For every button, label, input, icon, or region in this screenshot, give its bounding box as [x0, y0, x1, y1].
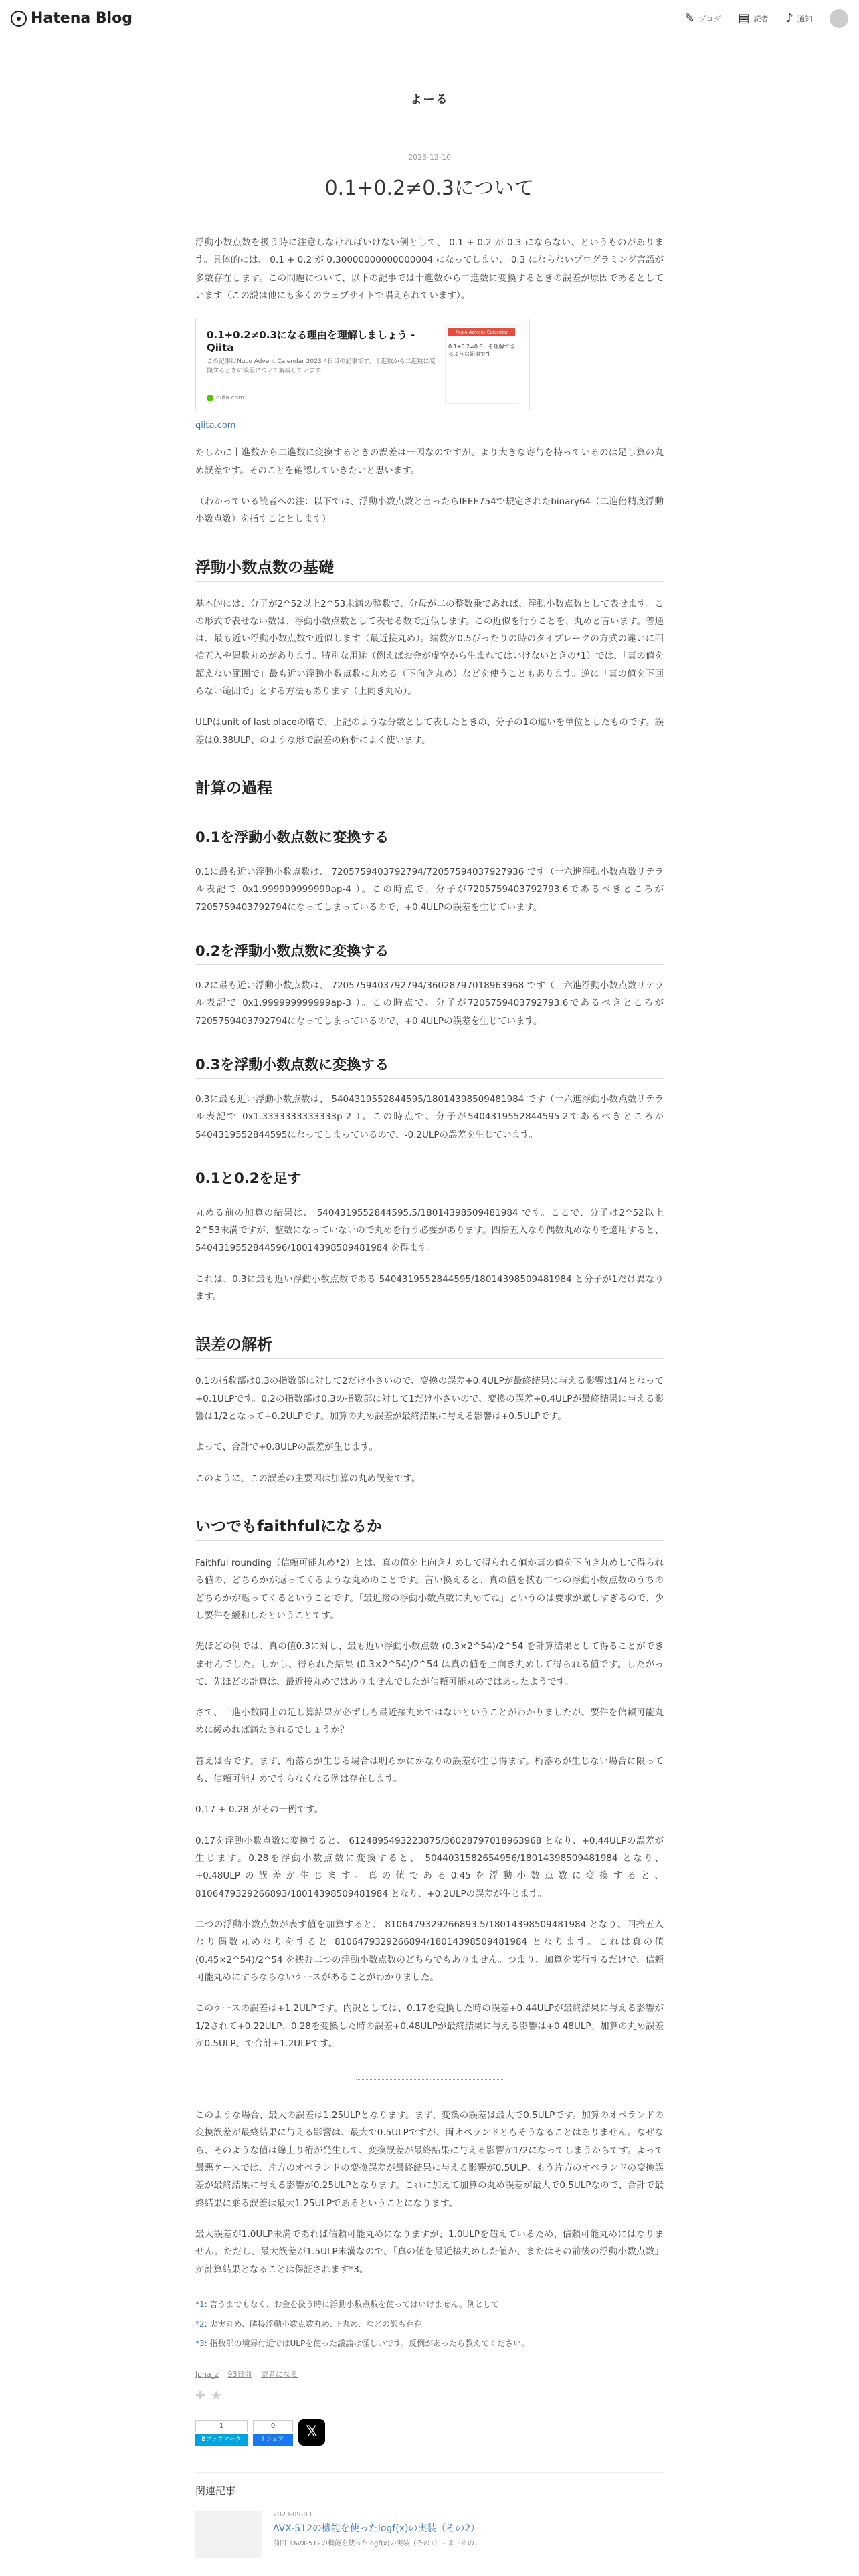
paragraph: このように、この誤差の主要因は加算の丸め誤差です。 [195, 1473, 421, 1484]
paragraph: 答えは否です。まず、桁落ちが生じる場合は明らかにかなりの誤差が生じ得ます。桁落ちが生じない場合に限っても、信頼可能丸めですらなくなる例は存在します。 [195, 1755, 664, 1785]
nav-notify[interactable] [786, 11, 813, 25]
top-bar [0, 0, 859, 37]
related-title: 関連記事 [195, 2484, 236, 2497]
paragraph: よって、合計で+0.8ULPの誤差が生じます。 [195, 1442, 378, 1453]
related-date: 2023-09-03 [273, 2510, 312, 2518]
footnote-text: 忠実丸め、隣接浮動小数点数丸め、F丸め、などの訳も存在 [209, 2319, 422, 2329]
bookmark-label: Bブックマーク [195, 2434, 248, 2446]
paragraph: 0.17を浮動小数点数に変換すると、 6124895493223875/36028797018963968 となり、+0.44ULPの誤差が生じます。0.28を浮動小数点数に変換すると、 5044031582654956/18014398509481984 となり、+0.48ULPの誤差が生じます。真の値である0.45を浮動小数点数に変換すると、 8106479329266893/18014398509481984 となり、+0.2ULPの誤差が生じます。 [195, 1835, 664, 1899]
header-nav [684, 9, 848, 28]
bookmark-count: 1 [195, 2420, 248, 2432]
paragraph: 先ほどの例では、真の値0.3に対し、最も近い浮動小数点数 (0.3×2^54)/2^54 を計算結果として得ることができませんでした。しかし、得られた結果 (0.3×2^54)/2^54 は真の値を上向き丸めして得られる値です。したがって、先ほどの計算は、最近接丸めではありませんでしたが信頼可能丸めではあったようです。 [195, 1641, 664, 1687]
paragraph: 0.1の指数部は0.3の指数部に対して2だけ小さいので、変換の誤差+0.4ULPが最終結果に与える影響は1/4となって+0.1ULPです。0.2の指数部は0.3の指数部に対して1だけ小さいので、変換の誤差+0.4ULPが最終結果に与える影響は1/2となって+0.2ULPです。加算の丸め誤差が最終結果に与える影響は+0.5ULPです。 [195, 1376, 664, 1422]
author-link[interactable]: lpha_z [195, 2369, 219, 2379]
paragraph: たしかに十進数から二進数に変換するときの誤差は一因なのですが、より大きな寄与を持っているのは足し算の丸め誤差です。そのことを確認していきたいと思います。 [195, 447, 664, 476]
share-buttons [195, 2419, 664, 2446]
embed-card-thumbnail [445, 325, 518, 404]
avatar[interactable] [830, 9, 848, 28]
paragraph: 0.17 + 0.28 がその一例です。 [195, 1804, 324, 1816]
bell-icon: ♪ [785, 11, 793, 25]
paragraph: 0.3に最も近い浮動小数点数は、 5404319552844595/18014398509481984 です（十六進浮動小数点数リテラル表記で 0x1.3333333333333p-2 ）。この時点で、分子が5404319552844595.2であるべきところが5404319552844595になってしまっているので、-0.2ULPの誤差を生じています。 [195, 1093, 664, 1140]
x-share-icon[interactable]: 𝕏 [298, 2419, 325, 2446]
section-heading: いつでもfaithfulになるか [195, 1514, 664, 1541]
hatena-bookmark-button[interactable] [195, 2420, 248, 2446]
nav-write[interactable] [684, 11, 721, 25]
footnote-ref[interactable]: *2 [195, 2319, 205, 2329]
section-heading: 計算の過程 [195, 776, 664, 802]
section-heading: 浮動小数点数の基礎 [195, 555, 664, 582]
paragraph: 0.2に最も近い浮動小数点数は、 7205759403792794/36028797018963968 です（十六進浮動小数点数リテラル表記で 0x1.999999999999ap-3 ）。この時点で、分子が7205759403792793.6であるべきところが7205759403792794になってしまっているので、+0.4ULPの誤差を生じています。 [195, 980, 664, 1027]
embed-card-main [207, 325, 437, 404]
entry-meta [195, 2369, 664, 2379]
paragraph: これは、0.3に最も近い浮動小数点数である 5404319552844595/18014398509481984 と分子が1だけ異なります。 [195, 1273, 664, 1303]
nav-reader-label: 読者 [753, 14, 769, 23]
footnote-ref[interactable]: *3 [195, 2338, 205, 2348]
facebook-count: 0 [253, 2420, 293, 2432]
related-desc: 前回（AVX-512の機能を使ったlogf(x)の実装（その1） - よーるの… [273, 2539, 481, 2547]
section-heading: 誤差の解析 [195, 1332, 664, 1359]
thumb-text: 0.1+0.2≠0.3、を理解できるような記事です [448, 344, 515, 358]
embed-card-site-label: qiita.com [216, 395, 244, 402]
nav-reader[interactable] [738, 11, 768, 25]
pencil-icon: ✎ [684, 11, 695, 25]
embed-card-desc: この記事はNuco Advent Calendar 2023 4日目の記事です。十進数から二進数に変換するときの誤差について解説しています… [207, 358, 436, 374]
paragraph: 基本的には、分子が2^52以上2^53未満の整数で、分母が二の整数乗であれば、浮動小数点数として表せます。この形式で表せない数は、浮動小数点数として表せる数で近似します。この近似を行うことを、丸めと言います。普通は、最も近い浮動小数点数で近似します（最近接丸め）。端数が0.5ぴったりの時のタイブレークの方式の違いに四捨五入や偶数丸めがあります。特別な用途（例えばお金が虚空から生まれてはいけないときの*1）では、「真の値を超えない範囲で」最も近い浮動小数点数に丸める（下向き丸め）などを使うこともあります。逆に「真の値を下回らない範囲で」とする方法もあります（上向き丸め）。 [195, 598, 664, 697]
card-source-link[interactable]: qiita.com [195, 421, 236, 431]
footnotes [195, 2298, 664, 2349]
logo-text: Hatena Blog [31, 10, 133, 27]
subscribe-link[interactable]: 読者になる [261, 2369, 298, 2379]
related-link[interactable]: AVX-512の機能を使ったlogf(x)の実装（その2） [273, 2523, 480, 2534]
book-icon: ▤ [738, 11, 750, 25]
related-entries [195, 2472, 664, 2558]
related-item[interactable] [195, 2511, 664, 2558]
paragraph: （わかっている読者への注：以下では、浮動小数点数と言ったらIEEE754で規定されたbinary64（二進倍精度浮動小数点数）を指すこととします） [195, 496, 664, 525]
facebook-label: f シェア [253, 2434, 293, 2446]
nav-notify-label: 通知 [797, 14, 812, 23]
permalink[interactable]: 93日前 [227, 2369, 252, 2379]
footnote-ref[interactable]: *1 [195, 2299, 205, 2309]
hatena-logo-icon [11, 11, 27, 27]
related-text [273, 2511, 481, 2558]
footnote-text: 指数部の境界付近ではULPを使った議論は怪しいです。反例があったら教えてください。 [209, 2338, 530, 2348]
footnote: *2: 忠実丸め、隣接浮動小数点数丸め、F丸め、などの訳も存在 [195, 2319, 422, 2329]
paragraph: このような場合、最大の誤差は1.25ULPとなります。まず、変換の誤差は最大で0.5ULPです。加算のオペランドの変換誤差が最終結果に与える影響は、最大で0.5ULPですが、両オペランドともそうなることはありません。なぜなら、そのような値は線上り桁が発生して、変換誤差が最終結果に与える影響が1/2になってしまうからです。よって最悪ケースでは、片方のオペランドの変換誤差が最終結果に与える影響が0.5ULP、もう片方のオペランドの変換誤差が最終結果に与える影響が0.25ULPとなります。これに加えて加算の丸め誤差が最大で0.5ULPなので、合計で最終結果に乗る誤差は最大1.25ULPであるということになります。 [195, 2110, 664, 2209]
qiita-icon [207, 395, 213, 401]
facebook-share-button[interactable] [253, 2420, 293, 2446]
paragraph: 浮動小数点数を扱う時に注意しなければいけない例として、 0.1 + 0.2 が 0.3 にならない、というものがあります。具体的には、 0.1 + 0.2 が 0.30000000000000004 になってしまい、 0.3 にならないプログラミング言語が多数存在します。この問題について、以下の記事では十進数から二進数に変換するときの誤差が原因であるとしています（この説は他にも多くのウェブサイトで唱えられています）。 [195, 237, 664, 301]
entry [195, 153, 664, 2558]
thumb-banner: Nuco Advent Calendar [448, 328, 515, 336]
blog-title[interactable]: よーる [410, 93, 449, 106]
footnote: *1: 言うまでもなく、お金を扱う時に浮動小数点数を使ってはいけません。例として [195, 2299, 499, 2309]
entry-title[interactable]: 0.1+0.2≠0.3について [324, 177, 535, 200]
paragraph: 0.1に最も近い浮動小数点数は、 7205759403792794/72057594037927936 です（十六進浮動小数点数リテラル表記で 0x1.999999999999ap-4 ）。この時点で、分子が7205759403792793.6であるべきところが7205759403792794になってしまっているので、+0.4ULPの誤差を生じています。 [195, 867, 664, 913]
subsection-heading: 0.1を浮動小数点数に変換する [195, 827, 664, 851]
paragraph: 最大誤差が1.0ULP未満であれば信頼可能丸めになりますが、1.0ULPを超えているため、信頼可能丸めにはなりません。ただし、最大誤差が1.5ULP未満なので、「真の値を最近接丸めした値か、またはその前後の浮動小数点数」が計算結果となることは保証されます*3。 [195, 2229, 664, 2275]
embed-card-title[interactable]: 0.1+0.2≠0.3になる理由を理解しましょう - Qiita [207, 329, 415, 354]
subsection-heading: 0.3を浮動小数点数に変換する [195, 1054, 664, 1079]
nav-write-label: ブログ [698, 14, 721, 23]
paragraph: Faithful rounding（信頼可能丸め*2）とは、真の値を上向き丸めして得られる値か真の値を下向き丸めして得られる値の、どちらかが返ってくるような丸めのことです。言い換えると、真の値を挟む二つの浮動小数点数のうちのどちらかが返ってくるということです。「最近接の浮動小数点数に丸めてね」というのは要求が厳しすぎるので、少し要件を緩和したということです。 [195, 1557, 664, 1621]
entry-date[interactable]: 2023-12-10 [408, 153, 451, 162]
add-star-icon[interactable]: ✚ [195, 2388, 206, 2403]
paragraph: 丸める前の加算の結果は、 5404319552844595.5/18014398509481984 です。ここで、分子は2^52以上2^53未満ですが、整数になっていないので丸めを行う必要があります。四捨五入なり偶数丸めなりを適用すると、 5404319552844596/18014398509481984 を得ます。 [195, 1207, 664, 1254]
embed-card[interactable] [195, 318, 530, 411]
star-area [195, 2389, 664, 2403]
star-icon[interactable]: ★ [211, 2388, 222, 2403]
paragraph: さて、十進小数同士の足し算結果が必ずしも最近接丸めではないということがわかりましたが、要件を信頼可能丸めに緩めれば満たされるでしょうか？ [195, 1707, 664, 1736]
related-thumbnail[interactable] [195, 2511, 262, 2558]
subsection-heading: 0.2を浮動小数点数に変換する [195, 940, 664, 965]
divider [356, 2079, 503, 2080]
subsection-heading: 0.1と0.2を足す [195, 1168, 664, 1192]
embed-card-site [207, 395, 244, 401]
paragraph: このケースの誤差は+1.2ULPです。内訳としては、0.17を変換した時の誤差+0.44ULPが最終結果に与える影響が1/2されて+0.22ULP、0.28を変換した時の誤差+0.48ULPが最終結果に与える影響は+0.48ULP、加算の丸め誤差が0.5ULP、で合計+1.2ULPです。 [195, 2003, 664, 2049]
footnote: *3: 指数部の境界付近ではULPを使った議論は怪しいです。反例があったら教えてください。 [195, 2338, 530, 2348]
hatena-blog-logo[interactable] [11, 10, 132, 27]
footnote-text: 言うまでもなく、お金を扱う時に浮動小数点数を使ってはいけません。例として [209, 2299, 499, 2309]
paragraph: ULPはunit of last placeの略で、上記のような分数として表したときの、分子の1の違いを単位としたものです。誤差は0.38ULP、のような形で誤差の解析によく使います。 [195, 717, 664, 746]
paragraph: 二つの浮動小数点数が表す値を加算すると、 8106479329266893.5/18014398509481984 となり、四捨五入なり偶数丸めなりをすると 8106479329266894/18014398509481984 となります。これは真の値 (0.45×2^54)/2^54 を挟む二つの浮動小数点数のどちらでもありません。つまり、加算を実行するだけで、信頼可能丸めにすらならないケースがあることがわかりました。 [195, 1919, 664, 1983]
